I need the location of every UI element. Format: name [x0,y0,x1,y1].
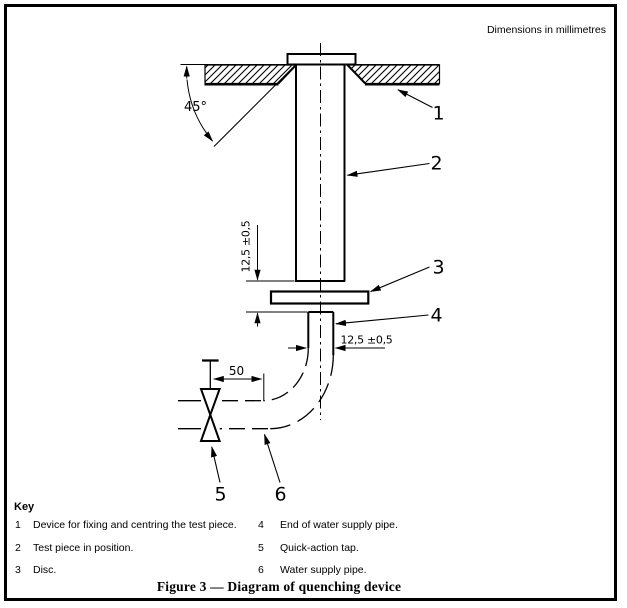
plate-left-section [205,65,296,84]
key-item-label: Disc. [33,564,57,576]
key-item-number: 6 [258,564,264,576]
quick-action-tap [201,361,220,442]
dim-pipe-diameter-label: 12,5 ±0,5 [340,333,393,347]
leader-lines [212,90,433,483]
pipe-left-end [178,401,201,429]
key-item-number: 5 [258,541,264,554]
tap-body-lower [201,415,220,441]
callout-4: 4 [430,304,443,327]
tap-body-upper [201,389,220,415]
test-piece-head [288,54,356,65]
test-piece [288,54,356,281]
key-item-number: 4 [258,519,264,531]
callout-1: 1 [432,102,445,125]
angle-label: 45° [184,100,208,115]
key-item-number: 3 [15,564,21,576]
callout-3: 3 [432,256,445,279]
pipe-bend-inner [263,348,308,400]
pipe-bend-outer [270,355,333,429]
dim-piece-to-pipe [246,225,308,327]
key-item-number: 1 [15,519,21,531]
callout-2: 2 [430,152,443,175]
leader-6 [265,435,281,483]
key-title: Key [14,501,35,513]
key-item-label: End of water supply pipe. [280,519,398,531]
key-item-label: Test piece in position. [33,541,134,554]
leader-1 [398,90,433,108]
dim-tap-offset-label: 50 [228,364,245,378]
key-item-label: Water supply pipe. [280,564,367,576]
key-item-label: Device for fixing and centring the test piece. [33,519,237,531]
dim-piece-to-pipe-label: 12,5 ±0,5 [239,220,253,273]
callout-5: 5 [214,483,227,506]
leader-3 [371,267,430,292]
fixing-plate [181,65,440,147]
disc [271,292,368,304]
leader-5 [212,447,220,483]
leader-2 [348,164,430,176]
figure-caption: Figure 3 — Diagram of quenching device [156,579,402,594]
key-item-label: Quick-action tap. [280,541,359,554]
dimensions-note: Dimensions in millimetres [486,24,606,36]
callout-6: 6 [274,483,287,506]
key-item-number: 2 [15,541,21,554]
leader-4 [336,315,429,324]
